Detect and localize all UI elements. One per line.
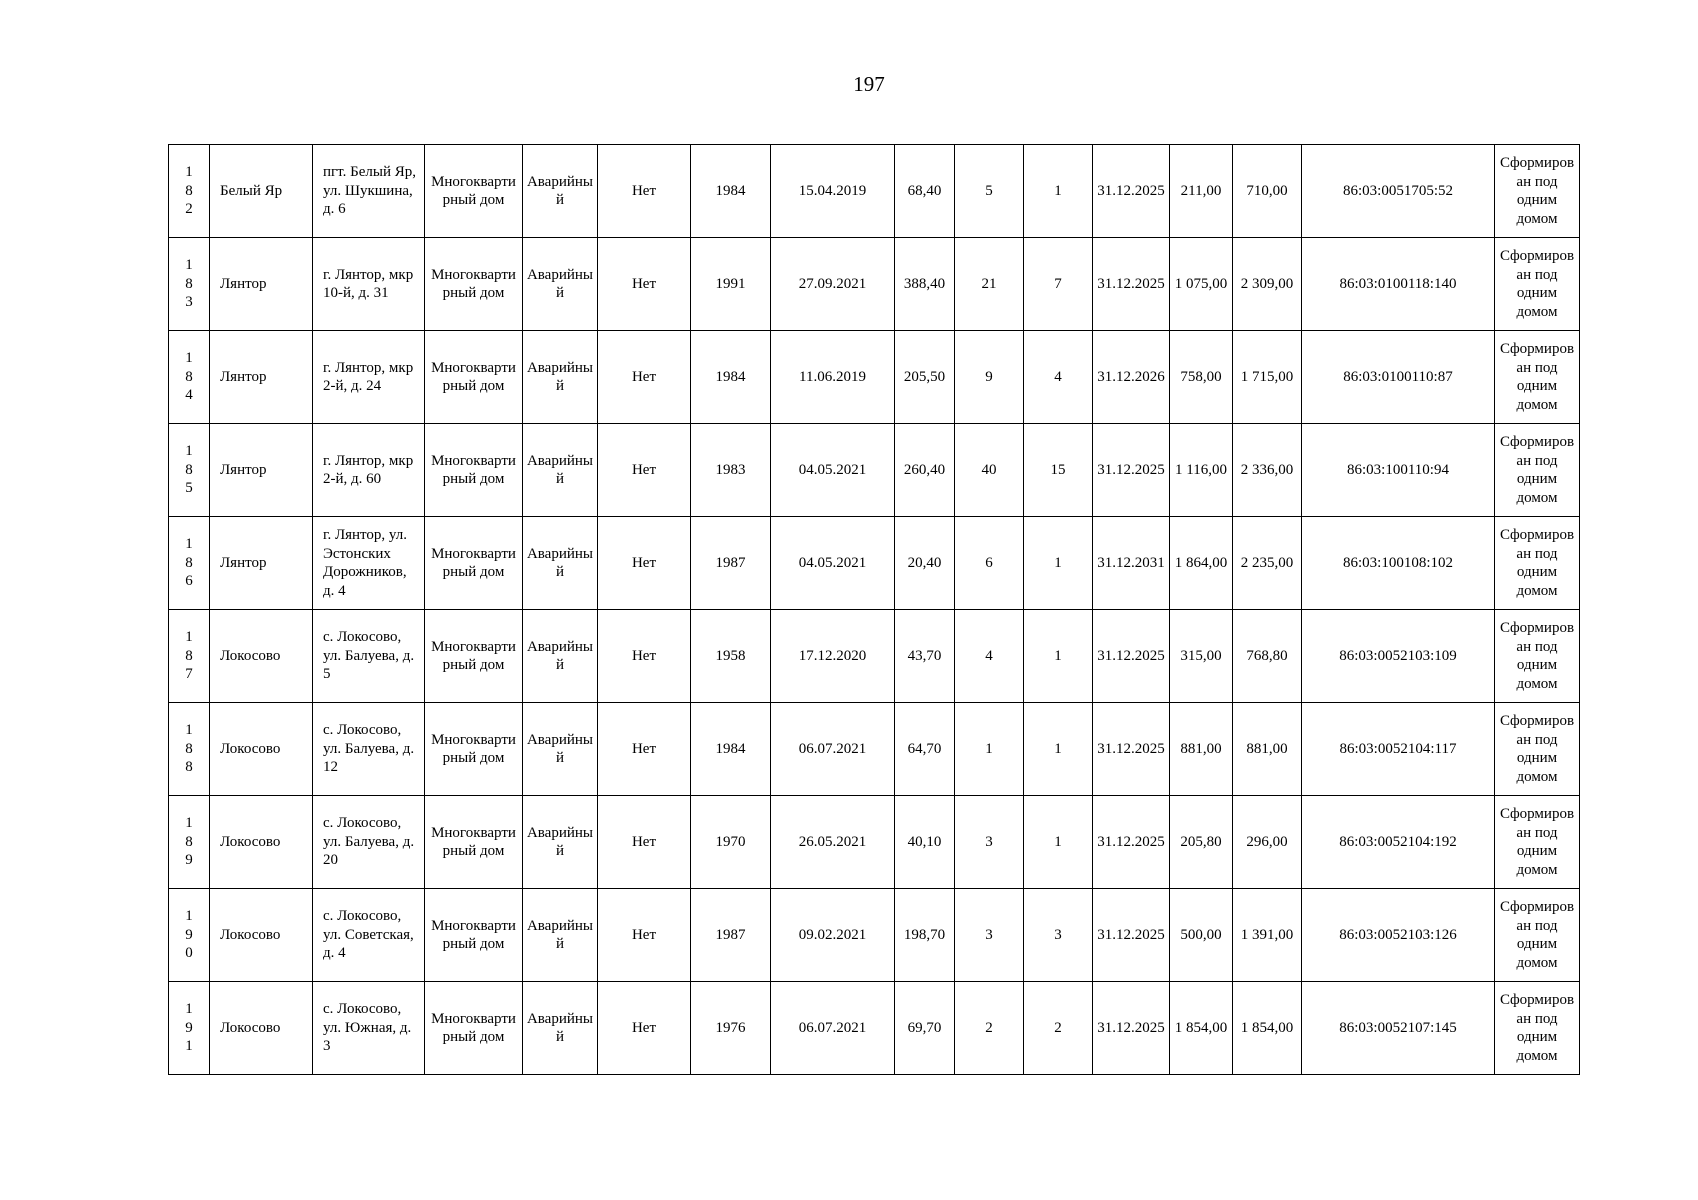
recognition-date-cell: 17.12.2020 [771,610,895,703]
address-cell: пгт. Белый Яр, ул. Шукшина, д. 6 [313,145,425,238]
recognition-date-cell: 09.02.2021 [771,889,895,982]
flag-cell: Нет [598,982,691,1075]
address-cell: с. Локосово, ул. Балуева, д. 12 [313,703,425,796]
total-area-cell: 881,00 [1233,703,1302,796]
settlement-cell: Локосово [210,982,313,1075]
table-row [169,889,1580,982]
count-cell-b: 1 [1024,796,1093,889]
flag-cell: Нет [598,331,691,424]
count-cell-a: 3 [955,889,1024,982]
note-cell: Сформирован под одним домом [1495,610,1580,703]
housing-registry-table [168,144,1580,1075]
count-cell-a: 21 [955,238,1024,331]
condition-status-cell: Аварийный [523,238,598,331]
count-cell-a: 5 [955,145,1024,238]
condition-status-cell: Аварийный [523,145,598,238]
flag-cell: Нет [598,610,691,703]
cadastral-number-cell: 86:03:100110:94 [1302,424,1495,517]
land-area-cell: 1 864,00 [1170,517,1233,610]
area-cell: 64,70 [895,703,955,796]
area-cell: 40,10 [895,796,955,889]
area-cell: 20,40 [895,517,955,610]
land-area-cell: 500,00 [1170,889,1233,982]
row-number: 189 [169,796,210,889]
note-cell: Сформирован под одним домом [1495,238,1580,331]
row-number: 190 [169,889,210,982]
count-cell-a: 9 [955,331,1024,424]
cadastral-number-cell: 86:03:0052103:109 [1302,610,1495,703]
year-cell: 1984 [691,331,771,424]
count-cell-a: 1 [955,703,1024,796]
land-area-cell: 1 854,00 [1170,982,1233,1075]
table-row [169,796,1580,889]
address-cell: с. Локосово, ул. Советская, д. 4 [313,889,425,982]
area-cell: 388,40 [895,238,955,331]
address-cell: с. Локосово, ул. Балуева, д. 5 [313,610,425,703]
address-cell: г. Лянтор, мкр 2-й, д. 24 [313,331,425,424]
deadline-cell: 31.12.2025 [1093,889,1170,982]
land-area-cell: 1 116,00 [1170,424,1233,517]
year-cell: 1970 [691,796,771,889]
count-cell-a: 3 [955,796,1024,889]
table-row [169,331,1580,424]
deadline-cell: 31.12.2025 [1093,424,1170,517]
cadastral-number-cell: 86:03:0052103:126 [1302,889,1495,982]
settlement-cell: Лянтор [210,424,313,517]
cadastral-number-cell: 86:03:0052104:117 [1302,703,1495,796]
deadline-cell: 31.12.2025 [1093,796,1170,889]
condition-status-cell: Аварийный [523,424,598,517]
row-number: 188 [169,703,210,796]
cadastral-number-cell: 86:03:0052104:192 [1302,796,1495,889]
building-type-cell: Многоквартирный дом [425,703,523,796]
settlement-cell: Локосово [210,796,313,889]
year-cell: 1976 [691,982,771,1075]
total-area-cell: 1 854,00 [1233,982,1302,1075]
settlement-cell: Локосово [210,889,313,982]
year-cell: 1984 [691,703,771,796]
settlement-cell: Лянтор [210,331,313,424]
note-cell: Сформирован под одним домом [1495,982,1580,1075]
count-cell-a: 4 [955,610,1024,703]
deadline-cell: 31.12.2025 [1093,982,1170,1075]
note-cell: Сформирован под одним домом [1495,424,1580,517]
land-area-cell: 315,00 [1170,610,1233,703]
note-cell: Сформирован под одним домом [1495,145,1580,238]
settlement-cell: Лянтор [210,517,313,610]
recognition-date-cell: 06.07.2021 [771,982,895,1075]
address-cell: г. Лянтор, мкр 2-й, д. 60 [313,424,425,517]
year-cell: 1987 [691,517,771,610]
total-area-cell: 1 391,00 [1233,889,1302,982]
total-area-cell: 2 235,00 [1233,517,1302,610]
table-row [169,145,1580,238]
table-row [169,517,1580,610]
deadline-cell: 31.12.2025 [1093,703,1170,796]
cadastral-number-cell: 86:03:0051705:52 [1302,145,1495,238]
row-number: 187 [169,610,210,703]
recognition-date-cell: 04.05.2021 [771,424,895,517]
building-type-cell: Многоквартирный дом [425,145,523,238]
condition-status-cell: Аварийный [523,703,598,796]
year-cell: 1983 [691,424,771,517]
row-number: 182 [169,145,210,238]
condition-status-cell: Аварийный [523,889,598,982]
table-row [169,703,1580,796]
table-row [169,424,1580,517]
total-area-cell: 2 336,00 [1233,424,1302,517]
flag-cell: Нет [598,238,691,331]
cadastral-number-cell: 86:03:100108:102 [1302,517,1495,610]
table-row [169,610,1580,703]
flag-cell: Нет [598,424,691,517]
year-cell: 1991 [691,238,771,331]
row-number: 183 [169,238,210,331]
count-cell-b: 1 [1024,145,1093,238]
count-cell-b: 1 [1024,703,1093,796]
land-area-cell: 211,00 [1170,145,1233,238]
year-cell: 1958 [691,610,771,703]
settlement-cell: Локосово [210,703,313,796]
total-area-cell: 296,00 [1233,796,1302,889]
flag-cell: Нет [598,145,691,238]
cadastral-number-cell: 86:03:0100118:140 [1302,238,1495,331]
address-cell: г. Лянтор, ул. Эстонских Дорожников, д. 4 [313,517,425,610]
count-cell-b: 7 [1024,238,1093,331]
recognition-date-cell: 04.05.2021 [771,517,895,610]
area-cell: 260,40 [895,424,955,517]
building-type-cell: Многоквартирный дом [425,610,523,703]
recognition-date-cell: 11.06.2019 [771,331,895,424]
note-cell: Сформирован под одним домом [1495,517,1580,610]
year-cell: 1984 [691,145,771,238]
deadline-cell: 31.12.2025 [1093,145,1170,238]
count-cell-a: 2 [955,982,1024,1075]
count-cell-b: 2 [1024,982,1093,1075]
deadline-cell: 31.12.2031 [1093,517,1170,610]
condition-status-cell: Аварийный [523,610,598,703]
address-cell: с. Локосово, ул. Южная, д. 3 [313,982,425,1075]
flag-cell: Нет [598,703,691,796]
flag-cell: Нет [598,517,691,610]
building-type-cell: Многоквартирный дом [425,238,523,331]
building-type-cell: Многоквартирный дом [425,517,523,610]
area-cell: 205,50 [895,331,955,424]
building-type-cell: Многоквартирный дом [425,889,523,982]
count-cell-b: 1 [1024,610,1093,703]
count-cell-a: 40 [955,424,1024,517]
building-type-cell: Многоквартирный дом [425,424,523,517]
total-area-cell: 1 715,00 [1233,331,1302,424]
count-cell-b: 1 [1024,517,1093,610]
building-type-cell: Многоквартирный дом [425,982,523,1075]
settlement-cell: Локосово [210,610,313,703]
row-number: 184 [169,331,210,424]
recognition-date-cell: 15.04.2019 [771,145,895,238]
page-number: 197 [853,72,885,96]
row-number: 185 [169,424,210,517]
note-cell: Сформирован под одним домом [1495,889,1580,982]
condition-status-cell: Аварийный [523,331,598,424]
condition-status-cell: Аварийный [523,796,598,889]
area-cell: 43,70 [895,610,955,703]
recognition-date-cell: 26.05.2021 [771,796,895,889]
land-area-cell: 758,00 [1170,331,1233,424]
settlement-cell: Белый Яр [210,145,313,238]
deadline-cell: 31.12.2025 [1093,238,1170,331]
condition-status-cell: Аварийный [523,517,598,610]
area-cell: 68,40 [895,145,955,238]
deadline-cell: 31.12.2025 [1093,610,1170,703]
table-row [169,982,1580,1075]
note-cell: Сформирован под одним домом [1495,796,1580,889]
row-number: 191 [169,982,210,1075]
land-area-cell: 881,00 [1170,703,1233,796]
count-cell-b: 3 [1024,889,1093,982]
cadastral-number-cell: 86:03:0052107:145 [1302,982,1495,1075]
recognition-date-cell: 06.07.2021 [771,703,895,796]
flag-cell: Нет [598,796,691,889]
address-cell: г. Лянтор, мкр 10-й, д. 31 [313,238,425,331]
recognition-date-cell: 27.09.2021 [771,238,895,331]
table-row [169,238,1580,331]
condition-status-cell: Аварийный [523,982,598,1075]
area-cell: 69,70 [895,982,955,1075]
count-cell-b: 15 [1024,424,1093,517]
note-cell: Сформирован под одним домом [1495,331,1580,424]
total-area-cell: 768,80 [1233,610,1302,703]
count-cell-a: 6 [955,517,1024,610]
deadline-cell: 31.12.2026 [1093,331,1170,424]
building-type-cell: Многоквартирный дом [425,796,523,889]
year-cell: 1987 [691,889,771,982]
note-cell: Сформирован под одним домом [1495,703,1580,796]
row-number: 186 [169,517,210,610]
total-area-cell: 710,00 [1233,145,1302,238]
settlement-cell: Лянтор [210,238,313,331]
count-cell-b: 4 [1024,331,1093,424]
land-area-cell: 1 075,00 [1170,238,1233,331]
building-type-cell: Многоквартирный дом [425,331,523,424]
land-area-cell: 205,80 [1170,796,1233,889]
flag-cell: Нет [598,889,691,982]
area-cell: 198,70 [895,889,955,982]
address-cell: с. Локосово, ул. Балуева, д. 20 [313,796,425,889]
cadastral-number-cell: 86:03:0100110:87 [1302,331,1495,424]
total-area-cell: 2 309,00 [1233,238,1302,331]
